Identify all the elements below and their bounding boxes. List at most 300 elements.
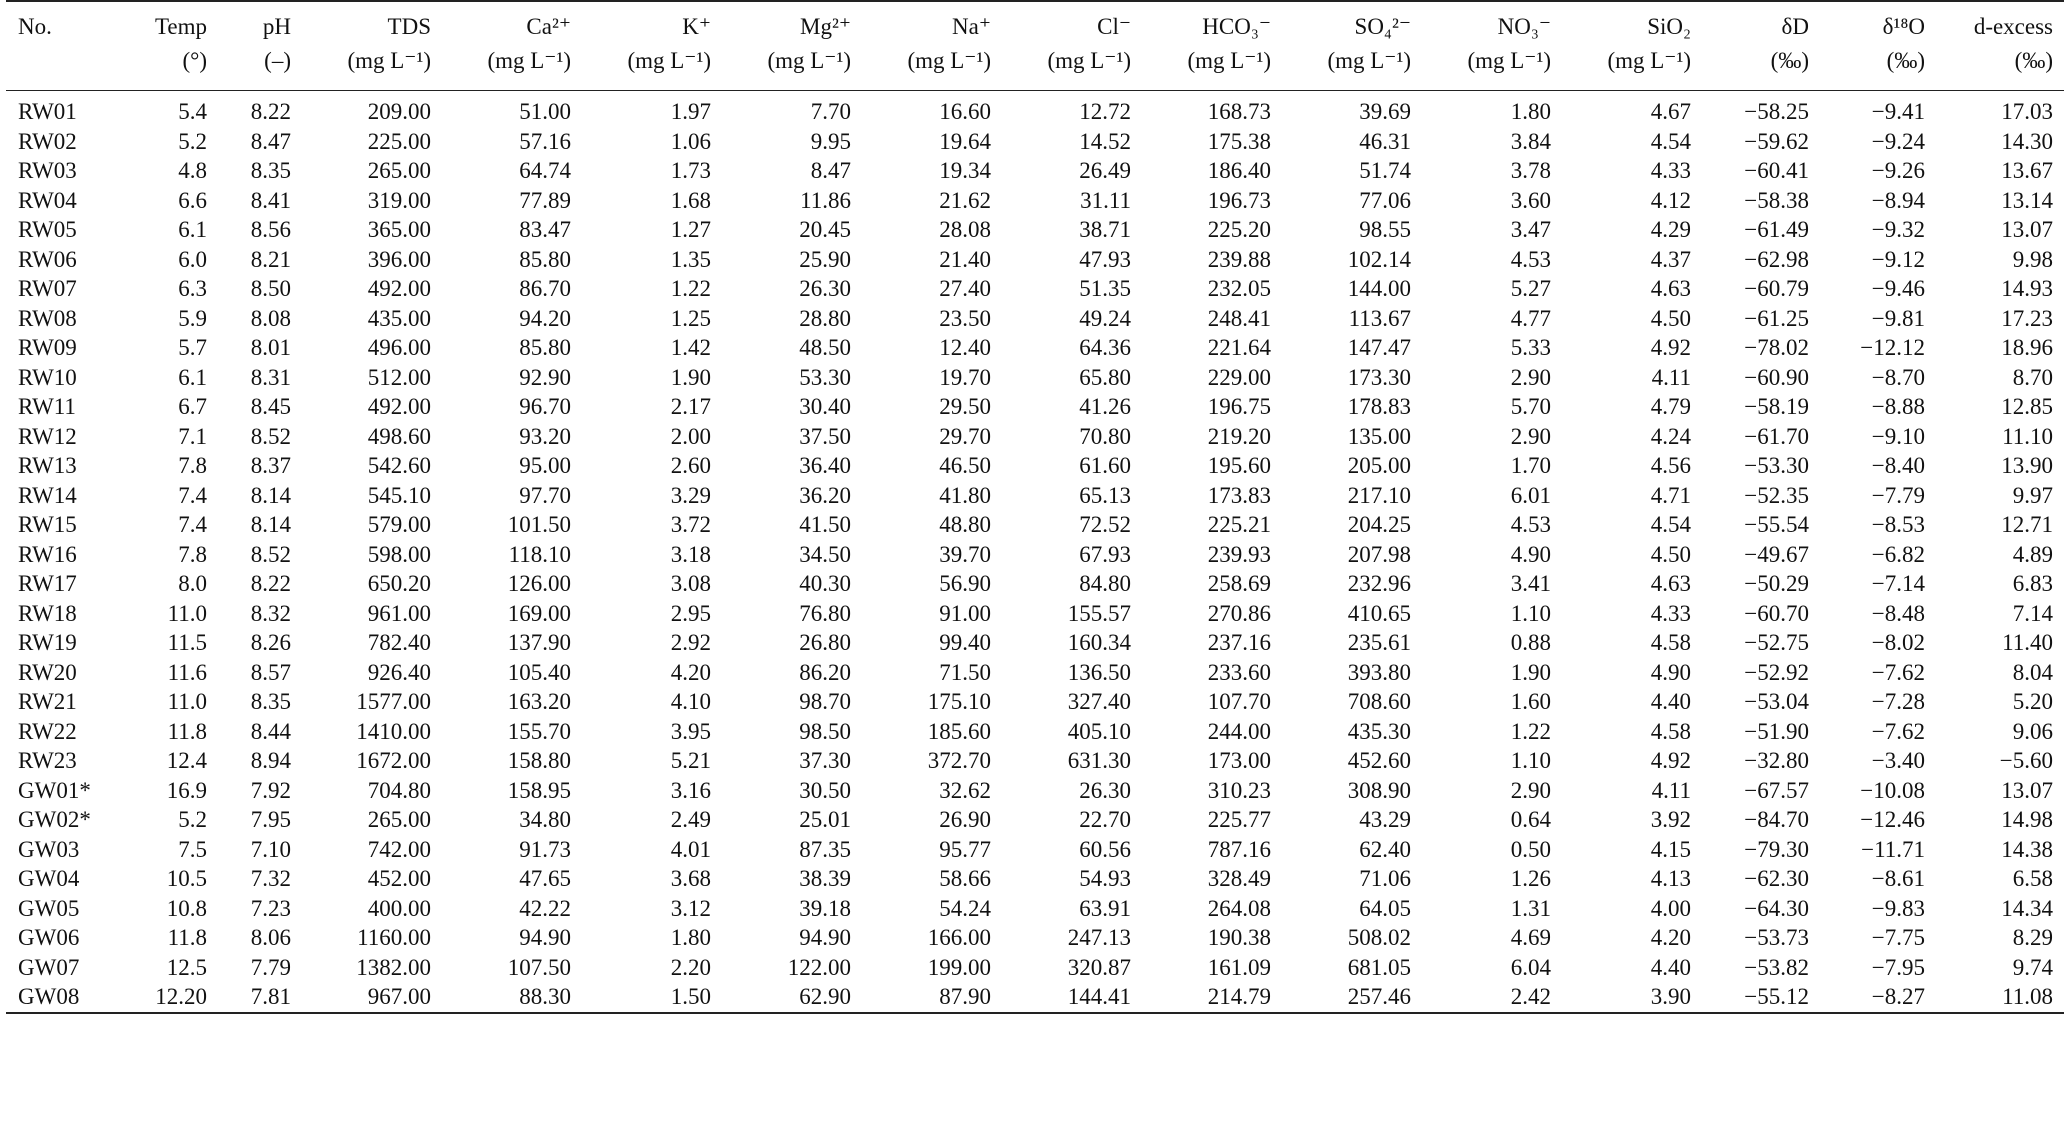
table-cell: 7.4 <box>178 512 207 537</box>
table-cell: 65.80 <box>1079 364 1131 390</box>
table-cell: 264.08 <box>1207 895 1271 921</box>
column-unit: (°) <box>98 46 218 91</box>
sample-id-cell: RW02 <box>18 128 77 154</box>
table-cell: 452.60 <box>1347 748 1411 773</box>
table-cell: 7.5 <box>178 836 207 862</box>
table-cell: −55.12 <box>1744 984 1809 1009</box>
table-cell: 94.90 <box>519 925 571 950</box>
table-cell: 1.10 <box>1510 600 1551 626</box>
table-cell: 58.66 <box>939 866 991 891</box>
sample-id-cell: RW15 <box>18 512 77 537</box>
table-cell: 498.60 <box>367 423 431 449</box>
table-cell: 62.90 <box>799 984 851 1009</box>
table-cell: 62.40 <box>1359 836 1411 862</box>
table-cell: 14.34 <box>2001 895 2053 921</box>
table-cell: 452.00 <box>367 866 431 891</box>
table-cell: 99.40 <box>939 630 991 655</box>
table-cell: 173.30 <box>1347 364 1411 390</box>
column-header: Temp <box>154 14 207 39</box>
table-cell: 2.90 <box>1510 423 1551 449</box>
table-cell: 4.11 <box>1651 777 1691 803</box>
table-cell: 4.40 <box>1650 689 1691 714</box>
table-cell: 512.00 <box>367 364 431 390</box>
table-cell: 19.34 <box>939 158 991 183</box>
table-cell: −3.40 <box>1871 748 1925 773</box>
table-cell: 7.8 <box>178 453 207 478</box>
table-cell: 71.50 <box>939 659 991 685</box>
table-cell: 38.71 <box>1079 217 1131 242</box>
table-cell: 7.10 <box>250 836 291 862</box>
table-cell: 6.3 <box>178 276 207 301</box>
table-cell: 8.56 <box>250 217 291 242</box>
table-cell: 97.70 <box>519 482 571 508</box>
table-cell: 6.04 <box>1510 954 1551 980</box>
table-cell: 5.27 <box>1510 276 1551 301</box>
table-row <box>6 245 2064 275</box>
table-cell: −49.67 <box>1744 541 1809 567</box>
table-cell: 4.12 <box>1650 187 1691 213</box>
column-header: SO₄²⁻ <box>1354 14 1411 39</box>
table-row <box>6 599 2064 629</box>
table-cell: 85.80 <box>519 246 571 272</box>
table-cell: 195.60 <box>1207 453 1271 478</box>
table-row <box>6 510 2064 540</box>
table-cell: 3.12 <box>670 895 711 921</box>
table-cell: 4.50 <box>1650 541 1691 567</box>
table-cell: 4.15 <box>1650 836 1691 862</box>
table-cell: 13.07 <box>2001 777 2053 803</box>
table-cell: 435.30 <box>1347 718 1411 744</box>
table-cell: 8.44 <box>250 718 291 744</box>
table-cell: 9.97 <box>2012 482 2053 508</box>
table-cell: 98.50 <box>799 718 851 744</box>
table-cell: 91.00 <box>939 600 991 626</box>
table-cell: 205.00 <box>1347 453 1411 478</box>
table-cell: 11.8 <box>167 925 207 950</box>
data-table-container <box>6 0 2064 1014</box>
column-header: Ca²⁺ <box>526 14 571 39</box>
table-row <box>6 156 2064 186</box>
table-cell: 7.81 <box>250 984 291 1009</box>
table-cell: 1.50 <box>670 984 711 1009</box>
table-cell: 48.50 <box>799 335 851 360</box>
table-cell: 1.42 <box>670 335 711 360</box>
table-cell: 25.01 <box>799 807 851 832</box>
column-header: NO₃⁻ <box>1497 14 1551 39</box>
table-row <box>6 864 2064 894</box>
table-cell: 237.16 <box>1207 630 1271 655</box>
table-cell: −9.32 <box>1871 217 1925 242</box>
table-cell: 0.88 <box>1510 630 1551 655</box>
table-cell: 8.47 <box>250 128 291 154</box>
table-cell: −60.70 <box>1744 600 1809 626</box>
table-cell: 37.50 <box>799 423 851 449</box>
table-cell: 135.00 <box>1347 423 1411 449</box>
table-cell: 39.18 <box>799 895 851 921</box>
table-cell: 54.24 <box>939 895 991 921</box>
table-cell: 26.49 <box>1079 158 1131 183</box>
table-cell: 1.70 <box>1510 453 1551 478</box>
table-cell: 8.22 <box>250 99 291 124</box>
table-row <box>6 451 2064 481</box>
column-header: δ¹⁸O <box>1882 14 1925 39</box>
sample-id-cell: RW05 <box>18 217 77 242</box>
table-cell: 11.0 <box>167 600 207 626</box>
table-cell: 4.00 <box>1650 895 1691 921</box>
table-cell: 26.80 <box>799 630 851 655</box>
table-cell: 214.79 <box>1207 984 1271 1009</box>
table-cell: 4.10 <box>670 689 711 714</box>
table-row <box>6 628 2064 658</box>
table-cell: 4.71 <box>1650 482 1691 508</box>
table-cell: 2.92 <box>670 630 711 655</box>
table-cell: 1.80 <box>1510 99 1551 124</box>
table-cell: 8.37 <box>250 453 291 478</box>
table-row <box>6 333 2064 363</box>
table-cell: 1577.00 <box>356 689 431 714</box>
table-cell: 16.60 <box>939 99 991 124</box>
table-row <box>6 127 2064 157</box>
table-cell: 2.90 <box>1510 777 1551 803</box>
table-cell: −7.62 <box>1871 659 1925 685</box>
table-cell: 14.93 <box>2001 276 2053 301</box>
table-cell: 8.06 <box>250 925 291 950</box>
table-cell: 508.02 <box>1347 925 1411 950</box>
table-cell: 1.31 <box>1510 895 1551 921</box>
table-cell: 16.9 <box>166 777 207 803</box>
table-cell: −7.28 <box>1871 689 1925 714</box>
table-cell: 5.21 <box>670 748 711 773</box>
sample-id-cell: RW23 <box>18 748 77 773</box>
table-cell: 12.71 <box>2001 512 2053 537</box>
sample-id-cell: RW09 <box>18 335 77 360</box>
table-cell: 17.03 <box>2001 99 2053 124</box>
table-cell: 65.13 <box>1079 482 1131 508</box>
column-unit <box>6 46 98 91</box>
table-cell: 4.79 <box>1650 394 1691 419</box>
table-cell: 4.40 <box>1650 954 1691 980</box>
table-cell: 1.25 <box>670 305 711 331</box>
table-cell: 43.29 <box>1359 807 1411 832</box>
table-cell: 396.00 <box>367 246 431 272</box>
table-cell: 2.90 <box>1510 364 1551 390</box>
table-cell: 13.07 <box>2001 217 2053 242</box>
column-header: pH <box>262 14 291 39</box>
table-cell: 4.53 <box>1510 246 1551 272</box>
table-cell: 49.24 <box>1079 305 1131 331</box>
table-cell: 185.60 <box>927 718 991 744</box>
table-cell: 8.14 <box>250 482 291 508</box>
table-cell: 26.30 <box>799 276 851 301</box>
table-cell: 14.38 <box>2001 836 2053 862</box>
sample-id-cell: GW05 <box>18 895 80 921</box>
table-cell: −53.30 <box>1744 453 1809 478</box>
table-cell: 681.05 <box>1347 954 1411 980</box>
table-cell: 5.4 <box>178 99 207 124</box>
table-row <box>6 923 2064 953</box>
table-cell: 926.40 <box>367 659 431 685</box>
table-cell: 320.87 <box>1067 954 1131 980</box>
table-cell: 8.01 <box>250 335 291 360</box>
table-cell: 1.22 <box>670 276 711 301</box>
table-cell: 4.92 <box>1650 335 1691 360</box>
table-cell: −60.41 <box>1744 158 1809 183</box>
table-cell: −58.38 <box>1744 187 1809 213</box>
column-unit: (mg L⁻¹) <box>302 46 442 91</box>
sample-id-cell: GW06 <box>18 925 80 950</box>
table-cell: 8.35 <box>250 689 291 714</box>
table-cell: 3.68 <box>670 866 711 891</box>
table-cell: 166.00 <box>927 925 991 950</box>
table-cell: 1.68 <box>670 187 711 213</box>
table-cell: 207.98 <box>1347 541 1411 567</box>
table-cell: 72.52 <box>1079 512 1131 537</box>
table-cell: 258.69 <box>1207 571 1271 596</box>
table-cell: 12.40 <box>939 335 991 360</box>
table-cell: 39.69 <box>1359 99 1411 124</box>
table-cell: 1.90 <box>1510 659 1551 685</box>
table-cell: 4.20 <box>670 659 711 685</box>
table-cell: 393.80 <box>1347 659 1411 685</box>
table-cell: 7.92 <box>250 777 291 803</box>
column-unit: (mg L⁻¹) <box>582 46 722 91</box>
table-cell: 4.54 <box>1650 128 1691 154</box>
column-unit: (mg L⁻¹) <box>1142 46 1282 91</box>
table-cell: 244.00 <box>1207 718 1271 744</box>
table-cell: 4.77 <box>1510 305 1551 331</box>
table-cell: 961.00 <box>367 600 431 626</box>
table-cell: 1382.00 <box>356 954 431 980</box>
table-cell: 36.20 <box>799 482 851 508</box>
column-unit: (‰) <box>1936 46 2064 91</box>
table-cell: 6.7 <box>178 394 207 419</box>
table-cell: 1.35 <box>670 246 711 272</box>
table-cell: 64.74 <box>519 158 571 183</box>
table-cell: −61.70 <box>1744 423 1809 449</box>
table-row <box>6 186 2064 216</box>
table-cell: 8.57 <box>250 659 291 685</box>
column-unit: (mg L⁻¹) <box>1422 46 1562 91</box>
table-row <box>6 363 2064 393</box>
table-cell: 70.80 <box>1079 423 1131 449</box>
table-cell: 9.74 <box>2012 954 2053 980</box>
table-cell: −60.79 <box>1744 276 1809 301</box>
table-cell: 47.93 <box>1079 246 1131 272</box>
column-header: HCO₃⁻ <box>1202 14 1271 39</box>
table-cell: −55.54 <box>1744 512 1809 537</box>
table-cell: 98.55 <box>1359 217 1411 242</box>
table-cell: 1.90 <box>670 364 711 390</box>
table-cell: 77.89 <box>519 187 571 213</box>
table-cell: 8.22 <box>250 571 291 596</box>
table-cell: 6.01 <box>1510 482 1551 508</box>
table-cell: −12.46 <box>1860 807 1925 832</box>
table-cell: 47.65 <box>519 866 571 891</box>
table-cell: 239.93 <box>1207 541 1271 567</box>
table-cell: 190.38 <box>1207 925 1271 950</box>
table-cell: 4.67 <box>1650 99 1691 124</box>
table-cell: 6.58 <box>2012 866 2053 891</box>
column-header: Na⁺ <box>952 14 991 39</box>
table-cell: 13.14 <box>2001 187 2053 213</box>
table-cell: 23.50 <box>939 305 991 331</box>
table-cell: 196.75 <box>1207 394 1271 419</box>
table-cell: −62.98 <box>1744 246 1809 272</box>
table-cell: −9.26 <box>1871 158 1925 183</box>
table-cell: 4.8 <box>178 158 207 183</box>
table-cell: 122.00 <box>787 954 851 980</box>
table-cell: 787.16 <box>1207 836 1271 862</box>
table-cell: 8.52 <box>250 541 291 567</box>
table-cell: 1.10 <box>1510 748 1551 773</box>
table-cell: 598.00 <box>367 541 431 567</box>
table-cell: 29.50 <box>939 394 991 419</box>
table-cell: 14.52 <box>1079 128 1131 154</box>
table-cell: 11.8 <box>167 718 207 744</box>
table-row <box>6 658 2064 688</box>
table-cell: 8.14 <box>250 512 291 537</box>
table-row <box>6 392 2064 422</box>
table-cell: 25.90 <box>799 246 851 272</box>
table-cell: 41.50 <box>799 512 851 537</box>
table-cell: 3.92 <box>1650 807 1691 832</box>
table-cell: −53.73 <box>1744 925 1809 950</box>
table-cell: 542.60 <box>367 453 431 478</box>
table-cell: 13.90 <box>2001 453 2053 478</box>
table-row <box>6 687 2064 717</box>
table-cell: −11.71 <box>1861 836 1925 862</box>
column-header: SiO₂ <box>1647 14 1691 39</box>
table-cell: 77.06 <box>1359 187 1411 213</box>
table-cell: −52.92 <box>1744 659 1809 685</box>
table-cell: −7.14 <box>1871 571 1925 596</box>
table-cell: 8.32 <box>250 600 291 626</box>
table-cell: 76.80 <box>799 600 851 626</box>
table-cell: 7.14 <box>2012 600 2053 626</box>
table-cell: 265.00 <box>367 807 431 832</box>
table-cell: 61.60 <box>1079 453 1131 478</box>
table-cell: 60.56 <box>1079 836 1131 862</box>
column-unit: (‰) <box>1820 46 1936 91</box>
table-cell: −52.75 <box>1744 630 1809 655</box>
sample-id-cell: GW01* <box>18 777 91 803</box>
table-cell: 136.50 <box>1067 659 1131 685</box>
table-cell: 492.00 <box>367 394 431 419</box>
table-cell: 173.83 <box>1207 482 1271 508</box>
table-cell: 113.67 <box>1348 305 1411 331</box>
table-cell: 30.50 <box>799 777 851 803</box>
table-cell: 155.57 <box>1067 600 1131 626</box>
table-cell: 21.62 <box>939 187 991 213</box>
table-cell: 0.50 <box>1510 836 1551 862</box>
table-cell: 967.00 <box>367 984 431 1009</box>
table-cell: 6.83 <box>2012 571 2053 596</box>
table-cell: 32.62 <box>939 777 991 803</box>
table-cell: 95.00 <box>519 453 571 478</box>
sample-id-cell: GW08 <box>18 984 80 1009</box>
table-cell: 7.8 <box>178 541 207 567</box>
sample-id-cell: RW16 <box>18 541 77 567</box>
table-cell: 93.20 <box>519 423 571 449</box>
table-cell: 631.30 <box>1067 748 1131 773</box>
table-cell: 2.60 <box>670 453 711 478</box>
table-cell: 64.36 <box>1079 335 1131 360</box>
table-cell: 2.20 <box>670 954 711 980</box>
table-row <box>6 215 2064 245</box>
table-cell: 11.6 <box>167 659 207 685</box>
table-cell: −9.83 <box>1871 895 1925 921</box>
table-cell: 7.1 <box>178 423 207 449</box>
column-unit: (–) <box>218 46 302 91</box>
table-cell: 98.70 <box>799 689 851 714</box>
table-cell: 8.26 <box>250 630 291 655</box>
table-cell: 232.96 <box>1347 571 1411 596</box>
column-unit: (‰) <box>1702 46 1820 91</box>
table-cell: 160.34 <box>1067 630 1131 655</box>
table-cell: −8.94 <box>1871 187 1925 213</box>
table-cell: 2.95 <box>670 600 711 626</box>
column-header: No. <box>18 14 52 39</box>
table-cell: 247.13 <box>1067 925 1131 950</box>
table-row <box>6 894 2064 924</box>
table-row <box>6 569 2064 599</box>
table-body <box>6 91 2064 1013</box>
table-cell: 2.00 <box>670 423 711 449</box>
table-cell: 708.60 <box>1347 689 1411 714</box>
sample-id-cell: RW20 <box>18 659 77 685</box>
table-cell: −61.25 <box>1744 305 1809 331</box>
table-cell: 5.9 <box>178 305 207 331</box>
table-cell: 10.8 <box>166 895 207 921</box>
table-cell: 435.00 <box>367 305 431 331</box>
table-cell: 2.49 <box>670 807 711 832</box>
table-cell: 1672.00 <box>356 748 431 773</box>
table-cell: 14.30 <box>2001 128 2053 154</box>
table-cell: 19.70 <box>939 364 991 390</box>
table-cell: −84.70 <box>1744 807 1809 832</box>
table-cell: 5.7 <box>178 335 207 360</box>
table-cell: 175.38 <box>1207 128 1271 154</box>
table-cell: 4.90 <box>1650 659 1691 685</box>
table-cell: 704.80 <box>367 777 431 803</box>
table-cell: 196.73 <box>1207 187 1271 213</box>
sample-id-cell: RW08 <box>18 305 77 331</box>
table-row <box>6 982 2064 1013</box>
column-header: TDS <box>387 14 431 39</box>
table-cell: −8.02 <box>1871 630 1925 655</box>
table-cell: 225.77 <box>1207 807 1271 832</box>
table-cell: 4.56 <box>1650 453 1691 478</box>
table-cell: 147.47 <box>1347 335 1411 360</box>
sample-id-cell: RW17 <box>18 571 77 596</box>
table-cell: −60.90 <box>1744 364 1809 390</box>
table-cell: 410.65 <box>1347 600 1411 626</box>
table-cell: 17.23 <box>2001 305 2053 331</box>
sample-id-cell: RW19 <box>18 630 77 655</box>
table-cell: 248.41 <box>1207 305 1271 331</box>
table-cell: 169.00 <box>507 600 571 626</box>
table-cell: −64.30 <box>1744 895 1809 921</box>
table-cell: 71.06 <box>1359 866 1411 891</box>
table-cell: −79.30 <box>1744 836 1809 862</box>
table-cell: 12.20 <box>155 984 207 1009</box>
table-cell: 4.37 <box>1650 246 1691 272</box>
table-cell: 2.42 <box>1510 984 1551 1009</box>
table-cell: 144.00 <box>1347 276 1411 301</box>
table-cell: 225.21 <box>1207 512 1271 537</box>
table-cell: −62.30 <box>1744 866 1809 891</box>
table-cell: 7.4 <box>178 482 207 508</box>
